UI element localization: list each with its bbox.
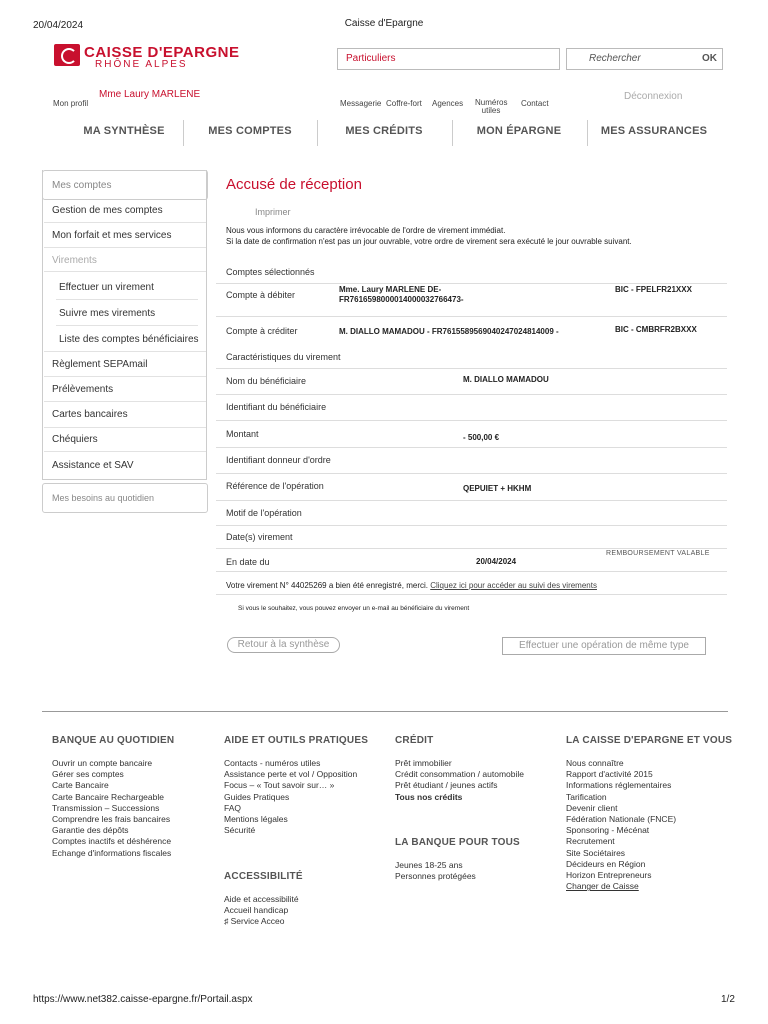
footer-link[interactable]: Carte Bancaire bbox=[52, 780, 109, 791]
profile-link[interactable]: Mon profil bbox=[53, 99, 89, 108]
tab-mes-comptes[interactable]: MES COMPTES bbox=[208, 125, 292, 137]
footer-link[interactable]: Aide et accessibilité bbox=[224, 894, 299, 904]
row-label-beneficiaire: Nom du bénéficiaire bbox=[226, 376, 307, 386]
confirm-text: Votre virement N° 44025269 a bien été enregistré, merci. bbox=[226, 581, 428, 590]
tab-mon-epargne[interactable]: MON ÉPARGNE bbox=[476, 125, 562, 137]
link-contact[interactable]: Contact bbox=[521, 99, 549, 108]
footer-col4-title: LA CAISSE D'EPARGNE ET VOUS bbox=[566, 735, 733, 746]
footer-col3b-title: LA BANQUE POUR TOUS bbox=[395, 837, 520, 848]
sidebar-item-assistance[interactable]: Assistance et SAV bbox=[52, 460, 134, 471]
row-label-montant: Montant bbox=[226, 429, 259, 439]
sidebar-item-cartes[interactable]: Cartes bancaires bbox=[52, 409, 128, 420]
footer-link[interactable]: Informations réglementaires bbox=[566, 780, 672, 791]
sidebar-item-liste-beneficiaires[interactable]: Liste des comptes bénéficiaires bbox=[59, 334, 199, 345]
footer-link[interactable]: Jeunes 18-25 ans bbox=[395, 860, 463, 870]
needs-label: Mes besoins au quotidien bbox=[52, 493, 155, 503]
footer-col1-title: BANQUE AU QUOTIDIEN bbox=[52, 735, 175, 746]
footer-col3-list bbox=[395, 758, 524, 803]
footer-link[interactable]: Carte Bancaire Rechargeable bbox=[52, 791, 164, 802]
print-title: Caisse d'Epargne bbox=[344, 18, 424, 29]
footer-link[interactable]: Comptes inactifs et déshérence bbox=[52, 836, 172, 847]
date-value: 20/04/2024 bbox=[476, 557, 517, 566]
footer-link[interactable]: Gérer ses comptes bbox=[52, 769, 124, 780]
ear-icon: ♯ bbox=[224, 916, 229, 927]
search-input[interactable]: Rechercher bbox=[589, 53, 641, 64]
brand-region: RHÔNE ALPES bbox=[95, 59, 188, 70]
footer-link[interactable]: Prêt étudiant / jeunes actifs bbox=[395, 780, 498, 791]
footer-col2-title: AIDE ET OUTILS PRATIQUES bbox=[224, 735, 369, 746]
footer-link[interactable]: Mentions légales bbox=[224, 814, 288, 825]
footer-link[interactable]: Sponsoring - Mécénat bbox=[566, 825, 650, 836]
sidebar-item-prelevements[interactable]: Prélèvements bbox=[52, 384, 114, 395]
footer-link[interactable]: Nous connaître bbox=[566, 758, 624, 768]
footer-col4-list bbox=[566, 758, 676, 892]
logout-link[interactable]: Déconnexion bbox=[624, 91, 683, 102]
row-value-beneficiaire: M. DIALLO MAMADOU bbox=[463, 375, 549, 384]
footer-link-acceo[interactable] bbox=[224, 916, 299, 927]
footer-col2-list bbox=[224, 758, 357, 836]
tab-mes-credits[interactable]: MES CRÉDITS bbox=[345, 125, 423, 137]
squirrel-logo-icon bbox=[54, 44, 80, 66]
footer-link[interactable]: Ouvrir un compte bancaire bbox=[52, 758, 153, 768]
footer-link[interactable]: Personnes protégées bbox=[395, 871, 476, 882]
footer-link[interactable]: Echange d'informations fiscales bbox=[52, 847, 172, 858]
footer-link[interactable]: Accueil handicap bbox=[224, 905, 289, 916]
page-title: Accusé de réception bbox=[226, 176, 362, 193]
tab-mes-assurances[interactable]: MES ASSURANCES bbox=[600, 125, 708, 137]
footer-link[interactable]: Assistance perte et vol / Opposition bbox=[224, 769, 358, 780]
row-value-reference: QEPUIET + HKHM bbox=[463, 484, 532, 493]
email-note[interactable]: Si vous le souhaitez, vous pouvez envoyer un e-mail au bénéficiaire du virement bbox=[238, 605, 470, 612]
credit-value: M. DIALLO MAMADOU - FR7615589569040247024814009 - bbox=[339, 327, 559, 336]
tab-ma-synthese[interactable]: MA SYNTHÈSE bbox=[83, 125, 165, 137]
footer-link[interactable]: Rapport d'activité 2015 bbox=[566, 769, 653, 780]
sidebar-item-chequiers[interactable]: Chéquiers bbox=[52, 434, 98, 445]
accounts-heading: Comptes sélectionnés bbox=[226, 267, 315, 277]
segment-select[interactable] bbox=[337, 48, 560, 70]
refund-note: REMBOURSEMENT VALABLE bbox=[606, 550, 710, 557]
sidebar-title: Mes comptes bbox=[52, 180, 112, 191]
needs-box[interactable] bbox=[42, 483, 208, 513]
footer-link[interactable]: Prêt immobilier bbox=[395, 758, 452, 768]
footer-link-label: Service Acceo bbox=[230, 916, 285, 927]
footer-link[interactable]: Sécurité bbox=[224, 825, 256, 836]
footer-accessibility-title: ACCESSIBILITÉ bbox=[224, 871, 303, 882]
footer-link[interactable]: Crédit consommation / automobile bbox=[395, 769, 524, 780]
date-label: En date du bbox=[226, 557, 270, 567]
intro-line-1: Nous vous informons du caractère irrévocable de l'ordre de virement immédiat. bbox=[226, 226, 506, 235]
print-date: 20/04/2024 bbox=[33, 20, 84, 31]
debit-value-1: Mme. Laury MARLENE DE- bbox=[339, 285, 442, 294]
sidebar-item-effectuer-virement[interactable]: Effectuer un virement bbox=[59, 282, 154, 293]
footer-link[interactable]: FAQ bbox=[224, 802, 242, 813]
footer-link[interactable]: Fédération Nationale (FNCE) bbox=[566, 814, 677, 825]
footer-link[interactable]: Décideurs en Région bbox=[566, 858, 646, 869]
footer-link[interactable]: Site Sociétaires bbox=[566, 847, 626, 858]
footer-link[interactable]: Horizon Entrepreneurs bbox=[566, 870, 652, 881]
sidebar-title-box[interactable] bbox=[42, 170, 208, 200]
same-operation-button[interactable] bbox=[502, 637, 706, 655]
footer-link[interactable]: Comprendre les frais bancaires bbox=[52, 814, 171, 825]
sidebar-item-forfait[interactable]: Mon forfait et mes services bbox=[52, 230, 172, 241]
footer-link[interactable]: Devenir client bbox=[566, 802, 618, 813]
same-button-label: Effectuer une opération de même type bbox=[519, 640, 689, 651]
footer-divider bbox=[42, 711, 728, 712]
row-label-donneur: Identifiant donneur d'ordre bbox=[226, 455, 331, 465]
debit-value-2: FR7616598000014000032766473- bbox=[339, 295, 464, 304]
sidebar-item-sepamail[interactable]: Règlement SEPAmail bbox=[52, 359, 148, 370]
link-numeros-utiles[interactable]: Numéros utiles bbox=[475, 98, 508, 115]
segment-value: Particuliers bbox=[346, 53, 396, 64]
footer-link[interactable]: Contacts - numéros utiles bbox=[224, 758, 321, 768]
row-label-reference: Référence de l'opération bbox=[226, 481, 324, 491]
print-url: https://www.net382.caisse-epargne.fr/Portail.aspx bbox=[33, 994, 253, 1005]
footer-link[interactable]: Changer de Caisse bbox=[566, 881, 639, 892]
intro-line-2: Si la date de confirmation n'est pas un jour ouvrable, votre ordre de virement sera exécuté le jour ouvrable suivant. bbox=[226, 237, 632, 246]
row-value-montant: - 500,00 € bbox=[463, 433, 500, 442]
credit-bic: BIC - CMBRFR2BXXX bbox=[615, 325, 697, 334]
sidebar-item-virements[interactable]: Virements bbox=[52, 255, 97, 266]
print-link[interactable]: Imprimer bbox=[255, 207, 291, 217]
credit-label: Compte à créditer bbox=[226, 326, 298, 336]
search-box[interactable] bbox=[566, 48, 723, 70]
sidebar-item-suivre-virements[interactable]: Suivre mes virements bbox=[59, 308, 156, 319]
debit-bic: BIC - FPELFR21XXX bbox=[615, 285, 692, 294]
brand-name: CAISSE D'EPARGNE bbox=[84, 44, 240, 61]
link-messagerie[interactable]: Messagerie bbox=[340, 99, 382, 108]
row-label-identifiant-beneficiaire: Identifiant du bénéficiaire bbox=[226, 402, 327, 412]
characteristics-heading: Caractéristiques du virement bbox=[226, 352, 341, 362]
search-ok-button[interactable]: OK bbox=[702, 53, 717, 64]
footer-link[interactable]: Tarification bbox=[566, 791, 607, 802]
footer-col3b-list bbox=[395, 860, 476, 882]
back-button-label: Retour à la synthèse bbox=[237, 639, 330, 650]
dates-heading: Date(s) virement bbox=[226, 532, 293, 542]
link-agences[interactable]: Agences bbox=[432, 99, 464, 108]
footer-col1-list bbox=[52, 758, 171, 859]
debit-label: Compte à débiter bbox=[226, 290, 296, 300]
footer-link[interactable]: Garantie des dépôts bbox=[52, 825, 129, 836]
confirm-link[interactable]: Cliquez ici pour accéder au suivi des virements bbox=[430, 581, 597, 590]
footer-accessibility-list bbox=[224, 894, 299, 928]
link-coffre-fort[interactable]: Coffre-fort bbox=[386, 99, 422, 108]
footer-link[interactable]: Tous nos crédits bbox=[395, 791, 463, 802]
row-label-motif: Motif de l'opération bbox=[226, 508, 302, 518]
back-to-summary-button[interactable] bbox=[227, 637, 340, 653]
footer-link[interactable]: Transmission – Successions bbox=[52, 802, 160, 813]
print-page-number: 1/2 bbox=[721, 994, 735, 1005]
sidebar-item-gestion[interactable]: Gestion de mes comptes bbox=[52, 205, 163, 216]
user-name: Mme Laury MARLENE bbox=[99, 89, 201, 100]
footer-link[interactable]: Guides Pratiques bbox=[224, 791, 290, 802]
footer-link[interactable]: Focus – « Tout savoir sur… » bbox=[224, 780, 335, 791]
footer-col3-title: CRÉDIT bbox=[395, 735, 434, 746]
footer-link[interactable]: Recrutement bbox=[566, 836, 615, 847]
